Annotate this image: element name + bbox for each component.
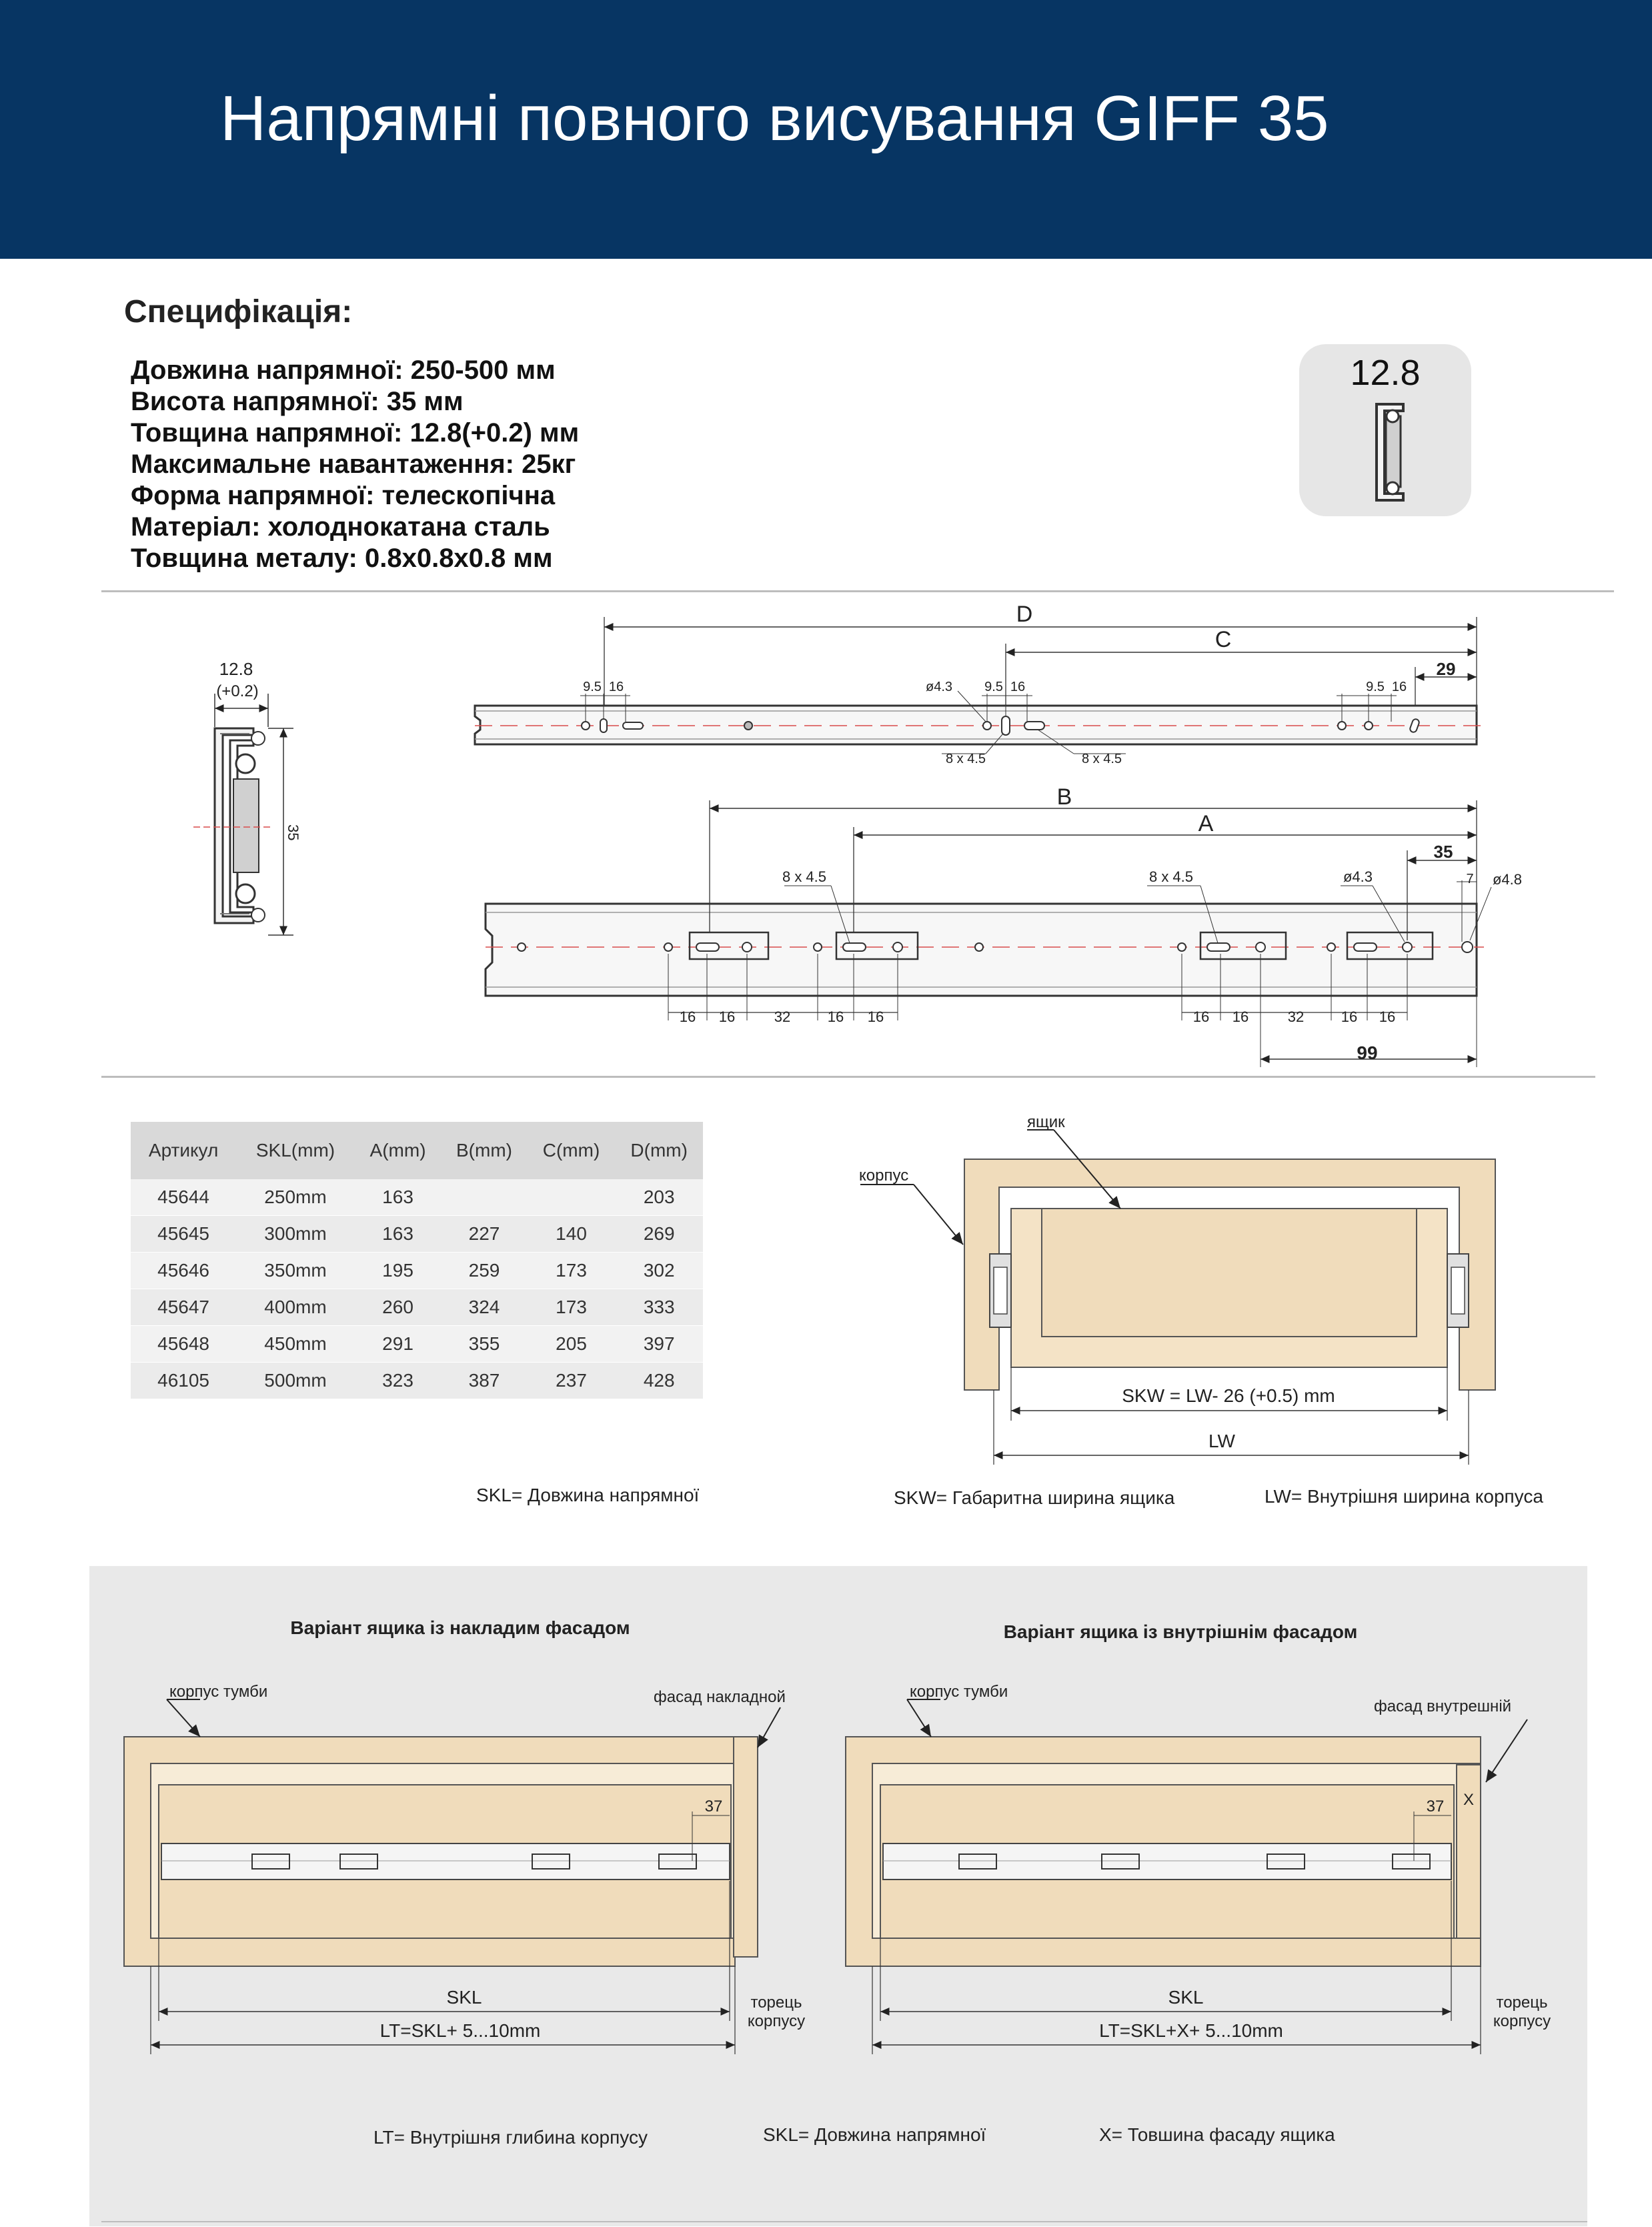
table-cell: 397 — [615, 1326, 703, 1363]
right-variant-title: Варіант ящика із внутрішнім фасадом — [1003, 1621, 1358, 1642]
table-cell: 300mm — [236, 1216, 355, 1253]
dim-16: 16 — [1391, 680, 1407, 694]
table-header: C(mm) — [528, 1122, 616, 1179]
dim-9.5: 9.5 — [984, 680, 1003, 694]
dim-16: 16 — [1192, 1008, 1210, 1025]
x-definition: X= Товшина фасаду ящика — [1099, 2124, 1335, 2145]
slot-label: 8 x 4.5 — [782, 868, 827, 885]
dim-16: 16 — [867, 1008, 884, 1025]
table-cell: 163 — [355, 1216, 441, 1253]
table-header: Артикул — [131, 1122, 236, 1179]
table-cell: 45648 — [131, 1326, 236, 1363]
table-cell: 400mm — [236, 1289, 355, 1326]
table-cell: 259 — [441, 1253, 527, 1289]
skw-definition: SKW= Габаритна ширина ящика — [894, 1487, 1175, 1508]
dim-37: 37 — [1426, 1797, 1445, 1815]
cabinet-label: корпус тумби — [910, 1683, 1008, 1701]
left-variant-title: Варіант ящика із накладим фасадом — [290, 1617, 630, 1638]
table-cell: 237 — [528, 1363, 616, 1399]
dim-16: 16 — [718, 1008, 736, 1025]
skw-formula: SKW = LW- 26 (+0.5) mm — [1122, 1385, 1335, 1406]
dim-9.5: 9.5 — [583, 680, 602, 694]
spec-line: Довжина напрямної: 250-500 мм — [131, 355, 556, 385]
spec-line: Максимальне навантаження: 25кг — [131, 450, 576, 479]
page-title: Напрямні повного висування GIFF 35 — [220, 83, 1329, 154]
table-cell: 450mm — [236, 1326, 355, 1363]
spec-line: Товщина металу: 0.8x0.8x0.8 мм — [131, 544, 553, 573]
box-label: ящик — [1027, 1113, 1065, 1131]
end-label: корпусу — [1493, 2012, 1551, 2030]
body-label: корпус — [859, 1167, 909, 1185]
table-cell: 350mm — [236, 1253, 355, 1289]
spec-heading: Специфікація: — [124, 294, 353, 329]
dim-hole-4.8: ø4.8 — [1492, 871, 1523, 888]
dim-16: 16 — [679, 1008, 696, 1025]
table-cell: 324 — [441, 1289, 527, 1326]
table-cell: 46105 — [131, 1363, 236, 1399]
table-header-row — [131, 1122, 703, 1179]
cabinet-label: корпус тумби — [169, 1683, 268, 1701]
rail-bottom — [486, 784, 1522, 1067]
profile-width-label: 12.8 — [219, 659, 253, 679]
x-label: X — [1463, 1791, 1475, 1809]
dim-hole-4.3: ø4.3 — [925, 680, 953, 694]
profile-section — [193, 659, 301, 935]
table-cell: 291 — [355, 1326, 441, 1363]
slot-label: 8 x 4.5 — [1148, 868, 1194, 885]
rail-top — [475, 602, 1484, 766]
end-label: торець — [750, 1994, 802, 2012]
table-cell: 173 — [528, 1289, 616, 1326]
mounting-variants-drawing — [89, 1566, 1587, 2226]
table-cell: 269 — [615, 1216, 703, 1253]
table-cell: 250mm — [236, 1179, 355, 1216]
table-row — [131, 1326, 703, 1363]
table-cell: 195 — [355, 1253, 441, 1289]
table-cell: 387 — [441, 1363, 527, 1399]
lw-definition: LW= Внутрішня ширина корпуса — [1265, 1486, 1543, 1507]
spec-line: Висота напрямної: 35 мм — [131, 387, 464, 416]
table-cell: 302 — [615, 1253, 703, 1289]
dim-16: 16 — [1341, 1008, 1358, 1025]
badge-value: 12.8 — [1350, 353, 1421, 393]
technical-drawing — [0, 592, 1652, 1086]
table-cell: 45647 — [131, 1289, 236, 1326]
table-cell: 227 — [441, 1216, 527, 1253]
dim-16: 16 — [608, 680, 624, 694]
profile-mini-icon — [1363, 399, 1410, 506]
table-cell: 45646 — [131, 1253, 236, 1289]
table-cell: 428 — [615, 1363, 703, 1399]
skl-label: SKL — [1168, 1987, 1204, 2008]
table-cell: 140 — [528, 1216, 616, 1253]
table-cell: 355 — [441, 1326, 527, 1363]
dim-C: C — [1214, 627, 1232, 652]
dim-32: 32 — [774, 1008, 791, 1025]
dim-16: 16 — [827, 1008, 844, 1025]
spec-line: Матеріал: холоднокатана сталь — [131, 512, 550, 542]
end-label: торець — [1496, 1994, 1548, 2012]
table-header: A(mm) — [355, 1122, 441, 1179]
table-cell: 260 — [355, 1289, 441, 1326]
table-header: D(mm) — [615, 1122, 703, 1179]
left-variant — [124, 1683, 805, 2054]
table-cell: 173 — [528, 1253, 616, 1289]
lt-formula: LT=SKL+X+ 5...10mm — [1099, 2020, 1283, 2041]
dim-D: D — [1016, 602, 1033, 627]
table-cell: 203 — [615, 1179, 703, 1216]
lw-label: LW — [1208, 1431, 1235, 1451]
table-row — [131, 1289, 703, 1326]
facade-label: фасад накладной — [654, 1688, 786, 1706]
profile-height-label: 35 — [285, 824, 301, 841]
skl-label: SKL — [446, 1987, 482, 2008]
dim-B: B — [1056, 784, 1072, 810]
dim-7: 7 — [1466, 872, 1474, 886]
dim-9.5: 9.5 — [1366, 680, 1385, 694]
table-cell: 163 — [355, 1179, 441, 1216]
table-cell: 45645 — [131, 1216, 236, 1253]
table-row — [131, 1253, 703, 1289]
profile-badge — [1299, 344, 1471, 516]
spec-line: Форма напрямної: телескопічна — [131, 481, 556, 510]
hole-label: ø4.3 — [1343, 868, 1373, 885]
divider — [101, 1076, 1595, 1078]
table-row — [131, 1179, 703, 1216]
table-cell: 205 — [528, 1326, 616, 1363]
skl-definition: SKL= Довжина напрямної — [763, 2124, 986, 2145]
spec-line: Товщина напрямної: 12.8(+0.2) мм — [131, 418, 580, 448]
front-view-drawing — [834, 1100, 1601, 1501]
lt-definition: LT= Внутрішня глибина корпусу — [373, 2127, 648, 2148]
table-cell — [441, 1179, 527, 1216]
lt-formula: LT=SKL+ 5...10mm — [379, 2020, 541, 2041]
profile-tol-label: (+0.2) — [216, 682, 259, 700]
table-cell: 500mm — [236, 1363, 355, 1399]
table-cell — [528, 1179, 616, 1216]
dim-29: 29 — [1436, 659, 1456, 679]
end-label: корпусу — [747, 2012, 806, 2030]
table-cell: 45644 — [131, 1179, 236, 1216]
dim-99: 99 — [1357, 1042, 1378, 1063]
slot-label: 8 x 4.5 — [1081, 752, 1122, 766]
dim-16: 16 — [1232, 1008, 1249, 1025]
dim-32: 32 — [1287, 1008, 1305, 1025]
specs-table — [131, 1122, 703, 1399]
slot-label: 8 x 4.5 — [945, 752, 986, 766]
dim-35: 35 — [1433, 842, 1453, 862]
dim-A: A — [1198, 811, 1214, 836]
divider — [101, 2221, 1587, 2222]
table-row — [131, 1216, 703, 1253]
dim-16: 16 — [1379, 1008, 1396, 1025]
right-variant — [846, 1683, 1551, 2054]
table-row — [131, 1363, 703, 1399]
skl-definition: SKL= Довжина напрямної — [476, 1485, 700, 1505]
table-header: B(mm) — [441, 1122, 527, 1179]
table-header: SKL(mm) — [236, 1122, 355, 1179]
dim-37: 37 — [704, 1797, 723, 1815]
facade-label: фасад внутрешній — [1374, 1697, 1512, 1715]
table-cell: 323 — [355, 1363, 441, 1399]
table-cell: 333 — [615, 1289, 703, 1326]
dim-16: 16 — [1010, 680, 1026, 694]
